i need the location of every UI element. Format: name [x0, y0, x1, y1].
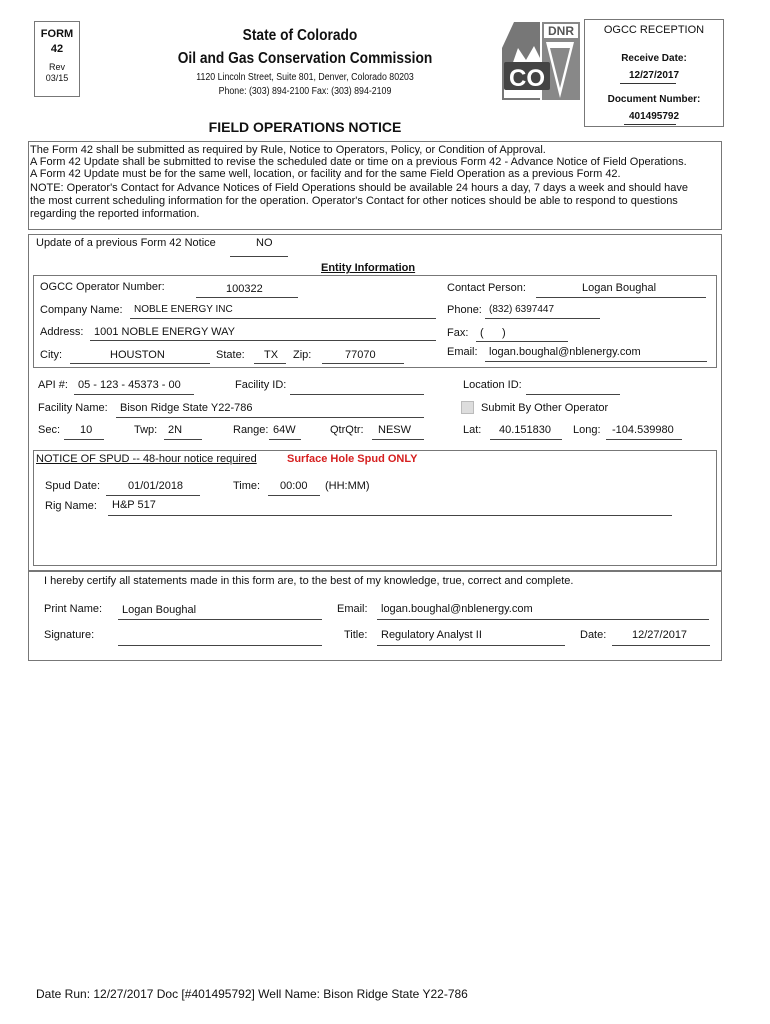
operator-number-label: OGCC Operator Number: [40, 281, 165, 293]
form-number: 42 [50, 43, 64, 55]
qtrqtr-value[interactable]: NESW [378, 424, 411, 436]
form-label: FORM [40, 28, 74, 40]
footer-run-info: Date Run: 12/27/2017 Doc [#401495792] Well Name: Bison Ridge State Y22-786 [36, 987, 468, 1001]
contact-person-label: Contact Person: [447, 282, 526, 294]
print-name-label: Print Name: [44, 603, 103, 615]
spud-date-value[interactable]: 01/01/2018 [128, 480, 184, 492]
range-label: Range: [233, 424, 269, 436]
signature-label: Signature: [44, 629, 95, 641]
spud-time-value[interactable]: 00:00 [280, 480, 308, 492]
rig-name-value[interactable]: H&P 517 [112, 499, 156, 511]
twp-label: Twp: [134, 424, 158, 436]
spud-notice-subtitle: Surface Hole Spud ONLY [287, 453, 418, 465]
instruction-line-2: A Form 42 Update shall be submitted to revise the scheduled date or time on a previous Form 42 - Advance Notice of Field Operations. [30, 156, 687, 168]
rig-name-label: Rig Name: [45, 500, 97, 512]
receive-date-label: Receive Date: [621, 53, 687, 64]
header-state: State of Colorado [242, 27, 358, 44]
twp-value[interactable]: 2N [168, 424, 183, 436]
phone-value[interactable]: (832) 6397447 [489, 304, 555, 315]
zip-label: Zip: [293, 349, 312, 361]
print-name-value[interactable]: Logan Boughal [122, 604, 197, 616]
company-name-label: Company Name: [40, 304, 123, 316]
city-value[interactable]: HOUSTON [110, 349, 165, 361]
state-label: State: [216, 349, 245, 361]
instruction-line-6: regarding the reported information. [30, 208, 200, 220]
document-number-label: Document Number: [607, 94, 701, 105]
long-value[interactable]: -104.539980 [612, 424, 674, 436]
logo-co-text: CO [509, 65, 545, 92]
cert-title-label: Title: [344, 629, 368, 641]
address-value[interactable]: 1001 NOBLE ENERGY WAY [94, 326, 236, 338]
spud-date-label: Spud Date: [45, 480, 101, 492]
cert-email-value[interactable]: logan.boughal@nblenergy.com [381, 603, 533, 615]
instruction-line-3: A Form 42 Update must be for the same well, location, or facility and for the same Field Operation as a previous Form 42. [30, 168, 621, 180]
address-label: Address: [40, 326, 84, 338]
spud-notice-title: NOTICE OF SPUD -- 48-hour notice required [36, 453, 257, 465]
document-number-underline [624, 124, 676, 125]
contact-person-value[interactable]: Logan Boughal [582, 282, 657, 294]
header-address: 1120 Lincoln Street, Suite 801, Denver, Colorado 80203 [196, 72, 414, 83]
instruction-line-1: The Form 42 shall be submitted as required by Rule, Notice to Operators, Policy, or Condition of Approval. [30, 144, 546, 156]
header-phone: Phone: (303) 894-2100 Fax: (303) 894-2109 [218, 86, 392, 97]
qtrqtr-label: QtrQtr: [330, 424, 364, 436]
dnr-logo [500, 18, 582, 102]
city-label: City: [40, 349, 62, 361]
receive-date-underline [620, 83, 676, 84]
email-label: Email: [447, 346, 478, 358]
cert-title-value[interactable]: Regulatory Analyst II [381, 629, 482, 641]
spud-time-format: (HH:MM) [325, 480, 370, 492]
email-value[interactable]: logan.boughal@nblenergy.com [489, 346, 641, 358]
submit-other-operator-label: Submit By Other Operator [481, 402, 609, 414]
cert-date-label: Date: [580, 629, 607, 641]
header-commission: Oil and Gas Conservation Commission [177, 50, 433, 67]
api-value[interactable]: 05 - 123 - 45373 - 00 [78, 379, 181, 391]
phone-label: Phone: [447, 304, 482, 316]
operator-number-value[interactable]: 100322 [226, 283, 263, 295]
zip-value[interactable]: 77070 [345, 349, 376, 361]
reception-title: OGCC RECEPTION [603, 24, 705, 36]
api-label: API #: [38, 379, 68, 391]
lat-value[interactable]: 40.151830 [499, 424, 551, 436]
update-value[interactable]: NO [256, 237, 273, 249]
location-id-label: Location ID: [463, 379, 522, 391]
lat-label: Lat: [463, 424, 482, 436]
submit-other-operator-checkbox[interactable] [461, 401, 474, 414]
form-rev-date: 03/15 [45, 73, 69, 83]
receive-date-value: 12/27/2017 [628, 70, 680, 81]
cert-date-value[interactable]: 12/27/2017 [632, 629, 688, 641]
instruction-line-4: NOTE: Operator's Contact for Advance Notices of Field Operations should be available 24 hours a day, 7 days a week and should have [30, 182, 688, 194]
form-rev-label: Rev [48, 62, 65, 72]
logo-dnr-text: DNR [548, 24, 574, 38]
document-number-value: 401495792 [628, 111, 680, 122]
cert-email-label: Email: [337, 603, 368, 615]
update-label: Update of a previous Form 42 Notice [36, 237, 216, 249]
range-value[interactable]: 64W [273, 424, 296, 436]
facility-name-label: Facility Name: [38, 402, 108, 414]
certification-statement: I hereby certify all statements made in this form are, to the best of my knowledge, true, correct and complete. [44, 575, 574, 587]
state-value[interactable]: TX [264, 349, 279, 361]
long-label: Long: [573, 424, 601, 436]
company-name-value[interactable]: NOBLE ENERGY INC [134, 304, 233, 315]
entity-title: Entity Information [321, 262, 416, 274]
fax-label: Fax: [447, 327, 469, 339]
fax-value[interactable]: ( ) [480, 327, 506, 339]
facility-id-label: Facility ID: [235, 379, 287, 391]
notice-title: FIELD OPERATIONS NOTICE [208, 119, 402, 135]
sec-value[interactable]: 10 [80, 424, 93, 436]
facility-name-value[interactable]: Bison Ridge State Y22-786 [120, 402, 253, 414]
sec-label: Sec: [38, 424, 61, 436]
instruction-line-5: the most current scheduling information for the operation. Operator's Contact for other notices should be able to respond to questions [30, 195, 678, 207]
spud-time-label: Time: [233, 480, 261, 492]
signature-line[interactable] [118, 645, 322, 646]
